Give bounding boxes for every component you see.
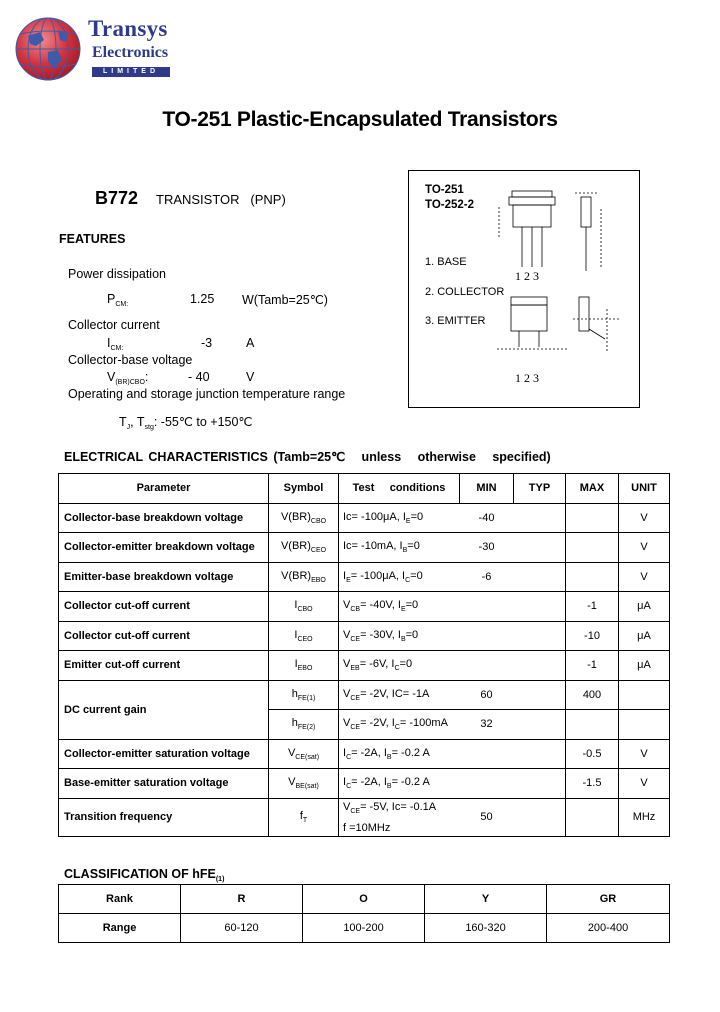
condition-cell: $I_C= -2A$, $I_B= -0.2$ A: [339, 769, 460, 799]
table-row: [59, 621, 670, 651]
max-cell: -1: [566, 592, 619, 622]
collector-current-label: Collector current: [68, 318, 160, 332]
part-description: TRANSISTOR (PNP): [156, 192, 286, 207]
vcbo-value: - 40: [188, 370, 210, 384]
pin1-label: 1. BASE: [425, 256, 467, 268]
table-header-row: [59, 885, 670, 914]
min-cell: 32: [460, 710, 514, 740]
condition-cell: $I_C= -2A$, $I_B= -0.2$ A: [339, 739, 460, 769]
classification-heading: CLASSIFICATION OF hFE$_{(1)}$: [64, 867, 225, 883]
max-cell: -1: [566, 651, 619, 681]
symbol-cell: $V_{BE(sat)}$: [269, 769, 339, 799]
condition-cell: $V_{CE}= -2V$, IC= -1A: [339, 680, 460, 710]
param-cell: Collector cut-off current: [59, 592, 269, 622]
pcm-unit: W(Tamb=25℃): [242, 293, 328, 307]
symbol-cell: $I_{CEO}$: [269, 621, 339, 651]
param-cell: Emitter-base breakdown voltage: [59, 562, 269, 592]
header-parameter: Parameter: [59, 474, 269, 504]
param-cell: Transition frequency: [59, 798, 269, 836]
company-name: Transys: [88, 16, 168, 41]
icm-value: -3: [201, 336, 213, 350]
part-number: B772: [95, 188, 139, 208]
typ-cell: [514, 621, 566, 651]
min-cell: -30: [460, 533, 514, 563]
header-unit: UNIT: [619, 474, 670, 504]
param-cell: Emitter cut-off current: [59, 651, 269, 681]
company-subname: Electronics: [92, 44, 169, 61]
table-row: [59, 651, 670, 681]
param-cell: Collector-base breakdown voltage: [59, 503, 269, 533]
typ-cell: [514, 651, 566, 681]
condition-cell: $V_{EB}= -6V$, $I_C=0$: [339, 651, 460, 681]
table-row: [59, 798, 670, 836]
electrical-characteristics-heading: ELECTRICAL CHARACTERISTICS (Tamb=25℃ unless otherwise specified): [64, 450, 551, 464]
pin2-label: 2. COLLECTOR: [425, 286, 505, 298]
header-max: MAX: [566, 474, 619, 504]
symbol-cell: $I_{EBO}$: [269, 651, 339, 681]
classification-table: [58, 884, 670, 943]
typ-cell: [514, 739, 566, 769]
param-cell: Base-emitter saturation voltage: [59, 769, 269, 799]
pin-numbers-bottom: 1 2 3: [515, 371, 539, 385]
table-row: [59, 562, 670, 592]
typ-cell: [514, 503, 566, 533]
param-cell: Collector cut-off current: [59, 621, 269, 651]
max-cell: [566, 710, 619, 740]
range-cell: 60-120: [181, 914, 303, 943]
collector-base-voltage-label: Collector-base voltage: [68, 353, 193, 367]
unit-cell: V: [619, 533, 670, 563]
symbol-cell: $V(BR)_{EBO}$: [269, 562, 339, 592]
header-o: O: [303, 885, 425, 914]
globe-logo-icon: [14, 16, 82, 82]
unit-cell: V: [619, 503, 670, 533]
max-cell: -1.5: [566, 769, 619, 799]
icm-symbol: $I_{CM:}$: [107, 336, 124, 352]
symbol-cell: $f_T$: [269, 798, 339, 836]
table-header-row: [59, 474, 670, 504]
vcbo-symbol: $V_{(BR)CBO}$:: [107, 370, 149, 386]
min-cell: [460, 651, 514, 681]
typ-cell: [514, 769, 566, 799]
condition-cell: $I_E= -100\mu A$, $I_C=0$: [339, 562, 460, 592]
max-cell: 400: [566, 680, 619, 710]
min-cell: [460, 621, 514, 651]
pin3-label: 3. EMITTER: [425, 315, 486, 327]
unit-cell: μA: [619, 592, 670, 622]
symbol-cell: $h_{FE(2)}$: [269, 710, 339, 740]
vcbo-unit: V: [246, 370, 255, 384]
header-gr: GR: [547, 885, 670, 914]
condition-cell: $V_{CB}= -40V$, $I_E=0$: [339, 592, 460, 622]
symbol-cell: $V(BR)_{CEO}$: [269, 533, 339, 563]
icm-unit: A: [246, 336, 255, 350]
param-cell: DC current gain: [59, 680, 269, 739]
min-cell: -6: [460, 562, 514, 592]
company-limited-bar: LIMITED: [92, 67, 170, 77]
temp-range-label: Operating and storage junction temperature range: [68, 387, 346, 401]
package-to2522: TO-252-2: [425, 199, 475, 211]
header-symbol: Symbol: [269, 474, 339, 504]
package-diagram-box: [408, 170, 640, 408]
range-cell: 100-200: [303, 914, 425, 943]
unit-cell: [619, 680, 670, 710]
package-to251: TO-251: [425, 184, 464, 196]
unit-cell: [619, 710, 670, 740]
package-outline-drawing: [489, 179, 639, 389]
typ-cell: [514, 798, 566, 836]
param-cell: Collector-emitter breakdown voltage: [59, 533, 269, 563]
condition-cell: $V_{CE}= -30V$, $I_B=0$: [339, 621, 460, 651]
features-heading: FEATURES: [59, 232, 126, 246]
symbol-cell: $V_{CE(sat)}$: [269, 739, 339, 769]
electrical-characteristics-table: [58, 473, 670, 837]
table-row: [59, 503, 670, 533]
header-y: Y: [425, 885, 547, 914]
max-cell: [566, 533, 619, 563]
range-label-cell: Range: [59, 914, 181, 943]
condition-cell: Ic= -10mA, $I_B=0$: [339, 533, 460, 563]
unit-cell: V: [619, 769, 670, 799]
typ-cell: [514, 710, 566, 740]
typ-cell: [514, 592, 566, 622]
min-cell: [460, 592, 514, 622]
max-cell: [566, 562, 619, 592]
condition-cell: $V_{CE}= -5V$, Ic= -0.1A f =10MHz: [339, 798, 460, 836]
max-cell: [566, 798, 619, 836]
table-row: [59, 739, 670, 769]
range-cell: 200-400: [547, 914, 670, 943]
header-rank: Rank: [59, 885, 181, 914]
param-cell: Collector-emitter saturation voltage: [59, 739, 269, 769]
symbol-cell: $I_{CBO}$: [269, 592, 339, 622]
typ-cell: [514, 562, 566, 592]
table-row: [59, 914, 670, 943]
min-cell: 50: [460, 798, 514, 836]
typ-cell: [514, 680, 566, 710]
condition-cell: $V_{CE}= -2V$, $I_C= -100mA$: [339, 710, 460, 740]
pcm-symbol: $P_{CM:}$: [107, 292, 129, 308]
range-cell: 160-320: [425, 914, 547, 943]
table-row: [59, 769, 670, 799]
unit-cell: μA: [619, 651, 670, 681]
header-typ: TYP: [514, 474, 566, 504]
min-cell: [460, 739, 514, 769]
table-row: [59, 680, 670, 710]
max-cell: -0.5: [566, 739, 619, 769]
power-dissipation-label: Power dissipation: [68, 267, 166, 281]
unit-cell: V: [619, 739, 670, 769]
pcm-value: 1.25: [190, 292, 215, 306]
header-r: R: [181, 885, 303, 914]
max-cell: [566, 503, 619, 533]
header-test-conditions: Test conditions: [339, 474, 460, 504]
pin-numbers-top: 1 2 3: [515, 269, 539, 283]
header-min: MIN: [460, 474, 514, 504]
unit-cell: V: [619, 562, 670, 592]
min-cell: [460, 769, 514, 799]
unit-cell: μA: [619, 621, 670, 651]
min-cell: 60: [460, 680, 514, 710]
table-row: [59, 592, 670, 622]
max-cell: -10: [566, 621, 619, 651]
unit-cell: MHz: [619, 798, 670, 836]
min-cell: -40: [460, 503, 514, 533]
document-title: TO-251 Plastic-Encapsulated Transistors: [162, 108, 558, 131]
condition-cell: Ic= -100μA, $I_E=0$: [339, 503, 460, 533]
typ-cell: [514, 533, 566, 563]
symbol-cell: $h_{FE(1)}$: [269, 680, 339, 710]
temp-range-value: $T_J$, $T_{stg}$: -55℃ to +150℃: [119, 415, 253, 431]
symbol-cell: $V(BR)_{CBO}$: [269, 503, 339, 533]
table-row: [59, 533, 670, 563]
